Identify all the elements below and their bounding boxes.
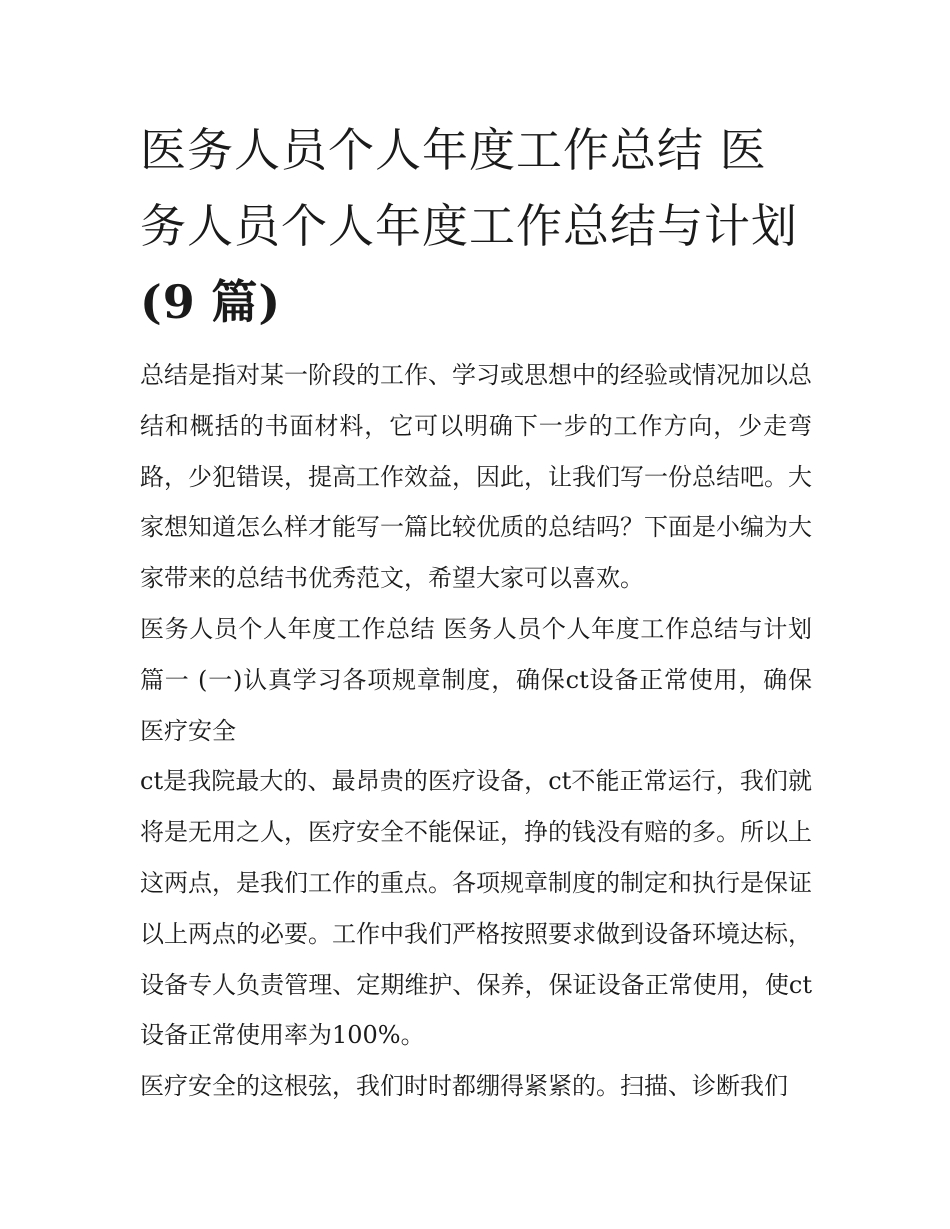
document-title bbox=[140, 112, 812, 340]
title-main-text: 医务人员个人年度工作总结 医务人员个人年度工作总结与计划 bbox=[140, 123, 798, 253]
document-body bbox=[140, 350, 812, 1112]
title-count-suffix: 篇) bbox=[211, 275, 282, 329]
medical-safety-paragraph: 医疗安全的这根弦，我们时时都绷得紧紧的。扫描、诊断我们 bbox=[140, 1072, 788, 1101]
intro-paragraph: 总结是指对某一阶段的工作、学习或思想中的经验或情况加以总结和概括的书面材料，它可以明确下一步的工作方向，少走弯路，少犯错误，提高工作效益，因此，让我们写一份总结吧。大家想知道怎么样才能写一篇比较优质的总结吗？下面是小编为大家带来的总结书优秀范文，希望大家可以喜欢。 bbox=[140, 361, 812, 593]
document-content bbox=[140, 112, 812, 1112]
ct-device-paragraph: ct是我院最大的、最昂贵的医疗设备，ct不能正常运行，我们就将是无用之人，医疗安全不能保证，挣的钱没有赔的多。所以上这两点，是我们工作的重点。各项规章制度的制定和执行是保证以上两点的必要。工作中我们严格按照要求做到设备环境达标，设备专人负责管理、定期维护、保养，保证设备正常使用，使ct设备正常使用率为100%。 bbox=[140, 767, 812, 1050]
title-count-number: (9 bbox=[140, 275, 196, 329]
section-heading-paragraph: 医务人员个人年度工作总结 医务人员个人年度工作总结与计划篇一 (一)认真学习各项规章制度，确保ct设备正常使用，确保医疗安全 bbox=[140, 614, 812, 745]
